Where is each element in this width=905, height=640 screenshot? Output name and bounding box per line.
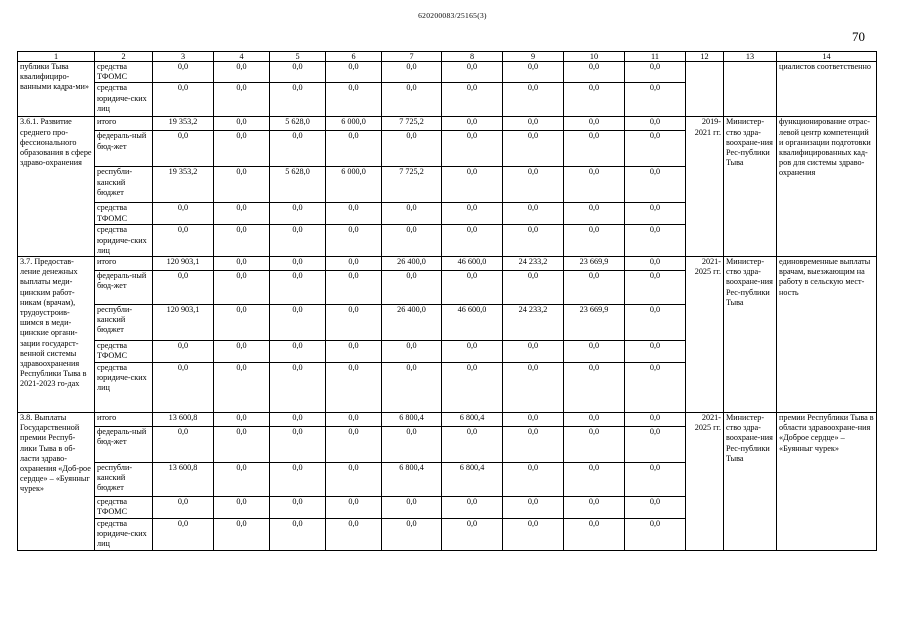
amount-cell: 0,0 xyxy=(382,363,442,413)
amount-cell: 0,0 xyxy=(270,519,326,551)
amount-cell: 0,0 xyxy=(153,341,214,363)
column-header: 5 xyxy=(270,52,326,62)
funding-source: средства юридиче-ских лиц xyxy=(95,519,153,551)
amount-cell: 0,0 xyxy=(442,271,503,305)
funding-source: республи-канский бюджет xyxy=(95,167,153,203)
amount-cell: 0,0 xyxy=(326,463,382,497)
amount-cell: 0,0 xyxy=(214,427,270,463)
amount-cell: 19 353,2 xyxy=(153,167,214,203)
amount-cell: 26 400,0 xyxy=(382,257,442,271)
amount-cell: 19 353,2 xyxy=(153,117,214,131)
amount-cell: 0,0 xyxy=(326,271,382,305)
amount-cell: 0,0 xyxy=(214,257,270,271)
document-id: 620200083/25165(3) xyxy=(418,11,487,20)
amount-cell: 0,0 xyxy=(503,83,564,117)
funding-source: средства юридиче-ских лиц xyxy=(95,83,153,117)
amount-cell: 0,0 xyxy=(442,363,503,413)
amount-cell: 0,0 xyxy=(564,83,625,117)
amount-cell: 0,0 xyxy=(153,62,214,83)
funding-source: итого xyxy=(95,117,153,131)
amount-cell: 0,0 xyxy=(214,497,270,519)
budget-table xyxy=(17,51,877,551)
measure-name: 3.8. Выплаты Государственной премии Респуб-лики Тыва в об-ласти здраво-охранения «Доб-рое сердце» – «Буянныг чурек» xyxy=(18,413,95,551)
amount-cell: 0,0 xyxy=(625,341,686,363)
amount-cell: 0,0 xyxy=(503,341,564,363)
amount-cell: 0,0 xyxy=(382,271,442,305)
amount-cell: 0,0 xyxy=(326,497,382,519)
table-row xyxy=(18,413,877,427)
funding-source: средства юридиче-ских лиц xyxy=(95,363,153,413)
amount-cell: 13 600,8 xyxy=(153,413,214,427)
amount-cell: 0,0 xyxy=(214,413,270,427)
amount-cell: 0,0 xyxy=(625,117,686,131)
amount-cell: 0,0 xyxy=(382,62,442,83)
measure-name: 3.7. Предостав-ление денежных выплаты меди-цинским работ-никам (врачам), трудоустроив-шимся в меди-цинские органи-зации государст-венной системы здравоохранения Республики Тыва в 2021-2023 го-дах xyxy=(18,257,95,413)
column-header: 13 xyxy=(724,52,777,62)
amount-cell: 13 600,8 xyxy=(153,463,214,497)
amount-cell: 0,0 xyxy=(270,363,326,413)
amount-cell: 0,0 xyxy=(270,413,326,427)
executor-cell: Министер-ство здра-воохране-ния Рес-публики Тыва xyxy=(724,257,777,413)
amount-cell: 0,0 xyxy=(326,519,382,551)
amount-cell: 0,0 xyxy=(442,427,503,463)
measure-name: публики Тыва квалифициро-ванными кадра-ми» xyxy=(18,62,95,117)
executor-cell: Министер-ство здра-воохране-ния Рес-публики Тыва xyxy=(724,117,777,257)
amount-cell: 0,0 xyxy=(503,271,564,305)
amount-cell: 0,0 xyxy=(214,305,270,341)
amount-cell: 0,0 xyxy=(382,83,442,117)
amount-cell: 6 800,4 xyxy=(442,413,503,427)
amount-cell: 6 000,0 xyxy=(326,117,382,131)
funding-source: республи-канский бюджет xyxy=(95,463,153,497)
amount-cell: 0,0 xyxy=(503,519,564,551)
funding-source: федераль-ный бюд-жет xyxy=(95,271,153,305)
amount-cell: 0,0 xyxy=(326,203,382,225)
amount-cell: 23 669,9 xyxy=(564,305,625,341)
funding-source: федераль-ный бюд-жет xyxy=(95,131,153,167)
amount-cell: 0,0 xyxy=(564,427,625,463)
amount-cell: 0,0 xyxy=(625,257,686,271)
amount-cell: 0,0 xyxy=(625,62,686,83)
amount-cell: 0,0 xyxy=(270,271,326,305)
funding-source: средства ТФОМС xyxy=(95,341,153,363)
amount-cell: 0,0 xyxy=(564,363,625,413)
amount-cell: 0,0 xyxy=(503,62,564,83)
amount-cell: 6 800,4 xyxy=(382,413,442,427)
amount-cell: 0,0 xyxy=(442,203,503,225)
column-header: 9 xyxy=(503,52,564,62)
amount-cell: 0,0 xyxy=(503,225,564,257)
executor-cell xyxy=(724,62,777,117)
amount-cell: 0,0 xyxy=(153,519,214,551)
amount-cell: 0,0 xyxy=(625,83,686,117)
amount-cell: 0,0 xyxy=(153,363,214,413)
amount-cell: 0,0 xyxy=(564,62,625,83)
amount-cell: 120 903,1 xyxy=(153,305,214,341)
amount-cell: 0,0 xyxy=(625,463,686,497)
period-cell: 2021-2025 гг. xyxy=(686,257,724,413)
amount-cell: 0,0 xyxy=(625,271,686,305)
amount-cell: 0,0 xyxy=(382,497,442,519)
amount-cell: 0,0 xyxy=(326,413,382,427)
amount-cell: 6 000,0 xyxy=(326,167,382,203)
amount-cell: 0,0 xyxy=(442,519,503,551)
amount-cell: 7 725,2 xyxy=(382,117,442,131)
amount-cell: 0,0 xyxy=(270,305,326,341)
amount-cell: 0,0 xyxy=(564,167,625,203)
amount-cell: 0,0 xyxy=(442,341,503,363)
amount-cell: 6 800,4 xyxy=(442,463,503,497)
amount-cell: 0,0 xyxy=(564,519,625,551)
amount-cell: 0,0 xyxy=(442,131,503,167)
amount-cell: 0,0 xyxy=(503,131,564,167)
amount-cell: 0,0 xyxy=(326,83,382,117)
period-cell xyxy=(686,62,724,117)
period-cell: 2021-2025 гг. xyxy=(686,413,724,551)
amount-cell: 0,0 xyxy=(503,203,564,225)
amount-cell: 0,0 xyxy=(326,225,382,257)
amount-cell: 0,0 xyxy=(270,203,326,225)
column-header: 6 xyxy=(326,52,382,62)
funding-source: средства ТФОМС xyxy=(95,203,153,225)
amount-cell: 0,0 xyxy=(270,83,326,117)
funding-source: итого xyxy=(95,413,153,427)
amount-cell: 0,0 xyxy=(270,427,326,463)
amount-cell: 0,0 xyxy=(153,225,214,257)
executor-cell: Министер-ство здра-воохране-ния Рес-публики Тыва xyxy=(724,413,777,551)
header-row xyxy=(18,52,877,62)
amount-cell: 0,0 xyxy=(326,257,382,271)
amount-cell: 0,0 xyxy=(382,427,442,463)
column-header: 8 xyxy=(442,52,503,62)
amount-cell: 0,0 xyxy=(214,363,270,413)
amount-cell: 5 628,0 xyxy=(270,117,326,131)
column-header: 7 xyxy=(382,52,442,62)
amount-cell: 0,0 xyxy=(326,305,382,341)
amount-cell: 0,0 xyxy=(214,271,270,305)
amount-cell: 0,0 xyxy=(382,519,442,551)
amount-cell: 0,0 xyxy=(326,131,382,167)
amount-cell: 0,0 xyxy=(153,271,214,305)
amount-cell: 0,0 xyxy=(270,225,326,257)
amount-cell: 0,0 xyxy=(442,497,503,519)
amount-cell: 0,0 xyxy=(214,519,270,551)
amount-cell: 0,0 xyxy=(214,83,270,117)
result-cell: премии Республики Тыва в области здравоохране-ния «Доброе сердце» – «Буянныг чурек» xyxy=(777,413,877,551)
amount-cell: 0,0 xyxy=(564,117,625,131)
table-row xyxy=(18,117,877,131)
funding-source: средства ТФОМС xyxy=(95,62,153,83)
column-header: 12 xyxy=(686,52,724,62)
amount-cell: 0,0 xyxy=(153,203,214,225)
amount-cell: 0,0 xyxy=(564,341,625,363)
amount-cell: 23 669,9 xyxy=(564,257,625,271)
amount-cell: 0,0 xyxy=(270,341,326,363)
amount-cell: 0,0 xyxy=(625,497,686,519)
amount-cell: 46 600,0 xyxy=(442,257,503,271)
amount-cell: 0,0 xyxy=(270,463,326,497)
amount-cell: 0,0 xyxy=(564,203,625,225)
amount-cell: 26 400,0 xyxy=(382,305,442,341)
amount-cell: 0,0 xyxy=(625,413,686,427)
amount-cell: 0,0 xyxy=(326,341,382,363)
amount-cell: 0,0 xyxy=(214,225,270,257)
amount-cell: 0,0 xyxy=(442,83,503,117)
column-header: 11 xyxy=(625,52,686,62)
amount-cell: 0,0 xyxy=(214,131,270,167)
amount-cell: 0,0 xyxy=(214,341,270,363)
funding-source: итого xyxy=(95,257,153,271)
measure-name: 3.6.1. Развитие среднего про-фессионального образования в сфере здраво-охранения xyxy=(18,117,95,257)
amount-cell: 0,0 xyxy=(214,117,270,131)
result-cell: единовременные выплаты врачам, выезжающим на работу в сельскую мест-ность xyxy=(777,257,877,413)
amount-cell: 0,0 xyxy=(503,167,564,203)
amount-cell: 0,0 xyxy=(503,117,564,131)
funding-source: средства ТФОМС xyxy=(95,497,153,519)
amount-cell: 0,0 xyxy=(503,363,564,413)
amount-cell: 0,0 xyxy=(270,497,326,519)
column-header: 4 xyxy=(214,52,270,62)
amount-cell: 0,0 xyxy=(564,271,625,305)
amount-cell: 0,0 xyxy=(270,131,326,167)
amount-cell: 0,0 xyxy=(564,497,625,519)
amount-cell: 0,0 xyxy=(564,463,625,497)
amount-cell: 0,0 xyxy=(625,203,686,225)
amount-cell: 0,0 xyxy=(153,427,214,463)
amount-cell: 0,0 xyxy=(625,363,686,413)
amount-cell: 0,0 xyxy=(214,167,270,203)
amount-cell: 0,0 xyxy=(326,427,382,463)
amount-cell: 0,0 xyxy=(503,413,564,427)
funding-source: республи-канский бюджет xyxy=(95,305,153,341)
amount-cell: 0,0 xyxy=(214,62,270,83)
amount-cell: 0,0 xyxy=(503,463,564,497)
amount-cell: 0,0 xyxy=(625,225,686,257)
amount-cell: 0,0 xyxy=(326,363,382,413)
column-header: 10 xyxy=(564,52,625,62)
page-number: 70 xyxy=(852,29,865,44)
amount-cell: 0,0 xyxy=(153,131,214,167)
period-cell: 2019-2021 гг. xyxy=(686,117,724,257)
column-header: 1 xyxy=(18,52,95,62)
amount-cell: 5 628,0 xyxy=(270,167,326,203)
column-header: 2 xyxy=(95,52,153,62)
amount-cell: 24 233,2 xyxy=(503,305,564,341)
amount-cell: 0,0 xyxy=(442,225,503,257)
amount-cell: 0,0 xyxy=(625,427,686,463)
amount-cell: 0,0 xyxy=(442,117,503,131)
table-row xyxy=(18,62,877,83)
column-header: 3 xyxy=(153,52,214,62)
amount-cell: 0,0 xyxy=(442,167,503,203)
amount-cell: 0,0 xyxy=(153,497,214,519)
amount-cell: 0,0 xyxy=(564,413,625,427)
amount-cell: 0,0 xyxy=(382,225,442,257)
table-row xyxy=(18,257,877,271)
column-header: 14 xyxy=(777,52,877,62)
funding-source: федераль-ный бюд-жет xyxy=(95,427,153,463)
amount-cell: 0,0 xyxy=(382,203,442,225)
amount-cell: 0,0 xyxy=(564,225,625,257)
amount-cell: 0,0 xyxy=(625,305,686,341)
amount-cell: 46 600,0 xyxy=(442,305,503,341)
amount-cell: 24 233,2 xyxy=(503,257,564,271)
amount-cell: 0,0 xyxy=(382,131,442,167)
amount-cell: 0,0 xyxy=(625,131,686,167)
funding-source: средства юридиче-ских лиц xyxy=(95,225,153,257)
amount-cell: 6 800,4 xyxy=(382,463,442,497)
amount-cell: 0,0 xyxy=(625,519,686,551)
amount-cell: 0,0 xyxy=(270,62,326,83)
amount-cell: 120 903,1 xyxy=(153,257,214,271)
amount-cell: 0,0 xyxy=(564,131,625,167)
amount-cell: 0,0 xyxy=(214,463,270,497)
amount-cell: 0,0 xyxy=(214,203,270,225)
amount-cell: 7 725,2 xyxy=(382,167,442,203)
amount-cell: 0,0 xyxy=(153,83,214,117)
amount-cell: 0,0 xyxy=(442,62,503,83)
amount-cell: 0,0 xyxy=(625,167,686,203)
amount-cell: 0,0 xyxy=(382,341,442,363)
amount-cell: 0,0 xyxy=(503,497,564,519)
result-cell: циалистов соответственно xyxy=(777,62,877,117)
amount-cell: 0,0 xyxy=(326,62,382,83)
result-cell: функционирование отрас-левой центр компетенций и организации подготовки квалифицированных кад-ров для системы здраво-охранения xyxy=(777,117,877,257)
amount-cell: 0,0 xyxy=(503,427,564,463)
amount-cell: 0,0 xyxy=(270,257,326,271)
